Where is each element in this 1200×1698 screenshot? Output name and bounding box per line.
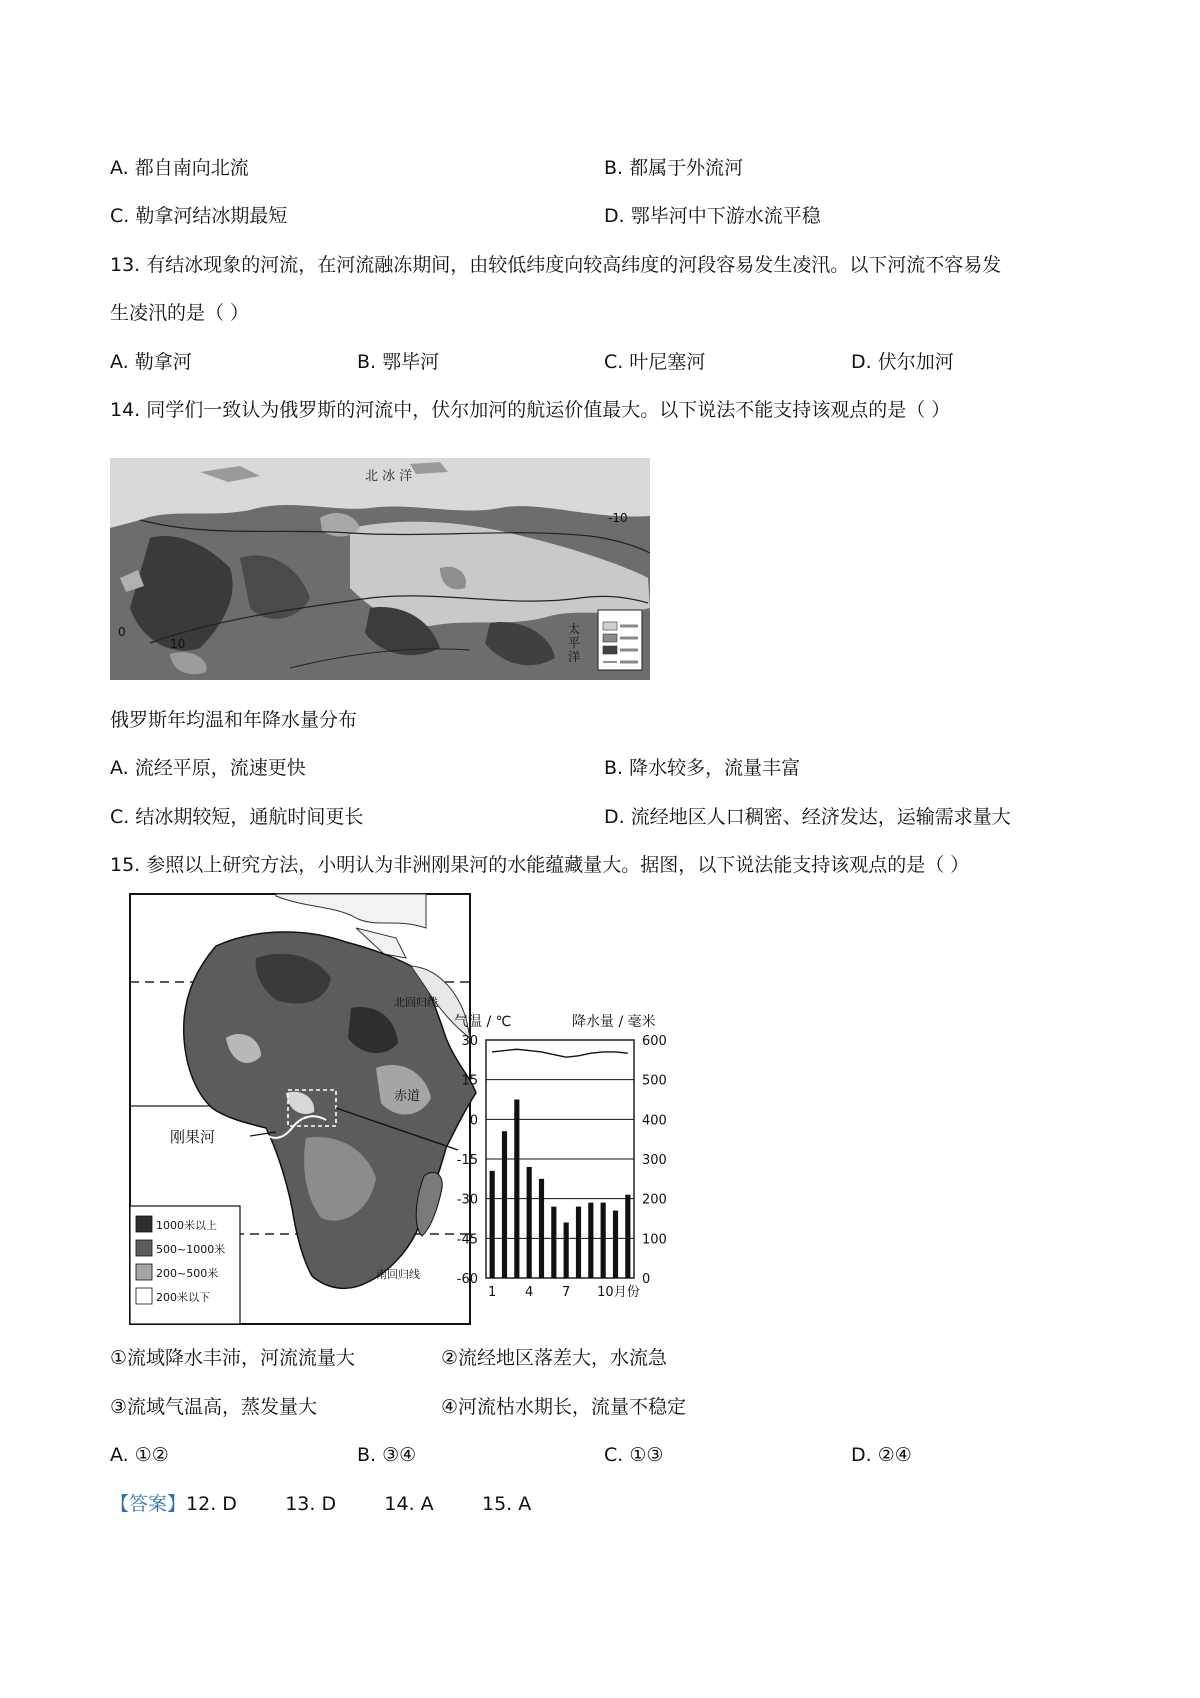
temp-tick-label-3: -15 — [456, 1153, 478, 1168]
climate-chart — [454, 1013, 667, 1300]
q14-option-d: D. 流经地区人口稠密、经济发达，运输需求量大 — [604, 806, 1011, 828]
isotherm-label-10: 10 — [170, 637, 186, 651]
x-tick-label-3: 10月份 — [597, 1285, 640, 1300]
precip-tick-label-1: 500 — [642, 1073, 667, 1089]
pacific-label: 太平洋 — [568, 622, 581, 664]
q14-option-c: C. 结冰期较短，通航时间更长 — [110, 806, 364, 828]
q14-option-a: A. 流经平原，流速更快 — [110, 757, 306, 779]
q15-statement-3: ③流域气温高，蒸发量大 — [110, 1396, 318, 1418]
q15-option-c: C. ①③ — [604, 1444, 664, 1466]
precip-tick-label-6: 0 — [642, 1272, 651, 1287]
q15-statement-1: ①流域降水丰沛，河流流量大 — [110, 1347, 356, 1369]
answer-line — [110, 1492, 531, 1516]
legend-item-3: 200~500米 — [156, 1267, 219, 1280]
legend-item-4: 200米以下 — [156, 1291, 210, 1304]
x-tick-label-2: 7 — [562, 1285, 571, 1300]
temp-tick-label-6: -60 — [456, 1272, 478, 1287]
isotherm-label-neg10: -10 — [608, 511, 628, 525]
precip-tick-label-4: 200 — [642, 1192, 667, 1208]
precip-bar-7 — [564, 1222, 569, 1278]
tropic-cancer-label: 北回归线 — [394, 996, 438, 1009]
precip-bar-8 — [576, 1207, 581, 1278]
precip-bar-3 — [514, 1100, 519, 1279]
precip-tick-label-5: 100 — [642, 1232, 667, 1248]
q13-option-c: C. 叶尼塞河 — [604, 351, 706, 373]
precip-bar-10 — [601, 1203, 606, 1278]
q13-stem-line2: 生凌汛的是（ ） — [110, 302, 250, 324]
q14-stem: 14. 同学们一致认为俄罗斯的河流中，伏尔加河的航运价值最大。以下说法不能支持该观点的是（ ） — [110, 399, 951, 421]
precip-bar-12 — [625, 1195, 630, 1278]
precip-bar-2 — [502, 1131, 507, 1278]
q15-statement-2: ②流经地区落差大，水流急 — [441, 1347, 668, 1369]
equator-label: 赤道 — [394, 1089, 421, 1104]
temp-tick-label-4: -30 — [456, 1192, 478, 1208]
legend-item-2: 500~1000米 — [156, 1243, 226, 1256]
legend-item-1: 1000米以上 — [156, 1219, 217, 1232]
isotherm-label-0: 0 — [118, 625, 126, 639]
q15-statement-4: ④河流枯水期长，流量不稳定 — [441, 1396, 687, 1418]
precip-bar-11 — [613, 1211, 618, 1278]
russia-map-caption: 俄罗斯年均温和年降水量分布 — [110, 709, 358, 731]
q13-option-b: B. 鄂毕河 — [357, 351, 440, 373]
temp-tick-label-1: 15 — [461, 1073, 478, 1089]
precip-bar-4 — [527, 1167, 532, 1278]
q13-option-a: A. 勒拿河 — [110, 351, 192, 373]
q15-option-b: B. ③④ — [357, 1444, 417, 1466]
precip-bar-5 — [539, 1179, 544, 1278]
temp-tick-label-5: -45 — [456, 1232, 478, 1248]
q15-option-a: A. ①② — [110, 1444, 169, 1466]
arctic-ocean-label: 北 冰 洋 — [365, 469, 413, 484]
congo-river-label: 刚果河 — [170, 1128, 216, 1146]
precip-axis-label: 降水量 / 毫米 — [572, 1014, 656, 1030]
q15-stem: 15. 参照以上研究方法，小明认为非洲刚果河的水能蕴藏量大。据图，以下说法能支持该观点的是（ ） — [110, 854, 970, 876]
answer-tag: 【答案】 — [110, 1493, 187, 1515]
q12-option-c: C. 勒拿河结冰期最短 — [110, 205, 288, 227]
precip-bar-6 — [551, 1207, 556, 1278]
africa-terrain-map — [126, 888, 716, 1338]
precip-tick-label-0: 600 — [642, 1034, 667, 1049]
tropic-capricorn-label: 南回归线 — [376, 1268, 420, 1281]
russia-climate-map — [110, 458, 650, 680]
precip-tick-label-3: 300 — [642, 1153, 667, 1168]
q13-option-d: D. 伏尔加河 — [851, 351, 954, 373]
x-tick-label-1: 4 — [525, 1285, 534, 1300]
temp-tick-label-2: 0 — [469, 1113, 478, 1129]
precip-tick-label-2: 400 — [642, 1113, 667, 1129]
x-tick-label-0: 1 — [488, 1285, 497, 1300]
precip-bar-1 — [490, 1171, 495, 1278]
q13-stem-line1: 13. 有结冰现象的河流，在河流融冻期间，由较低纬度向较高纬度的河段容易发生凌汛。以下河流不容易发 — [110, 254, 1002, 276]
q14-option-b: B. 降水较多，流量丰富 — [604, 757, 801, 779]
q12-option-a: A. 都自南向北流 — [110, 157, 249, 179]
elevation-legend — [130, 1206, 240, 1324]
answer-items: 12. D 13. D 14. A 15. A — [186, 1493, 532, 1515]
temp-tick-label-0: 30 — [461, 1034, 478, 1049]
temp-axis-label: 气温 / ℃ — [454, 1014, 512, 1030]
q15-option-d: D. ②④ — [851, 1444, 912, 1466]
precip-bar-9 — [588, 1203, 593, 1278]
russia-map-legend — [598, 610, 642, 670]
q12-option-b: B. 都属于外流河 — [604, 157, 744, 179]
q12-option-d: D. 鄂毕河中下游水流平稳 — [604, 205, 821, 227]
